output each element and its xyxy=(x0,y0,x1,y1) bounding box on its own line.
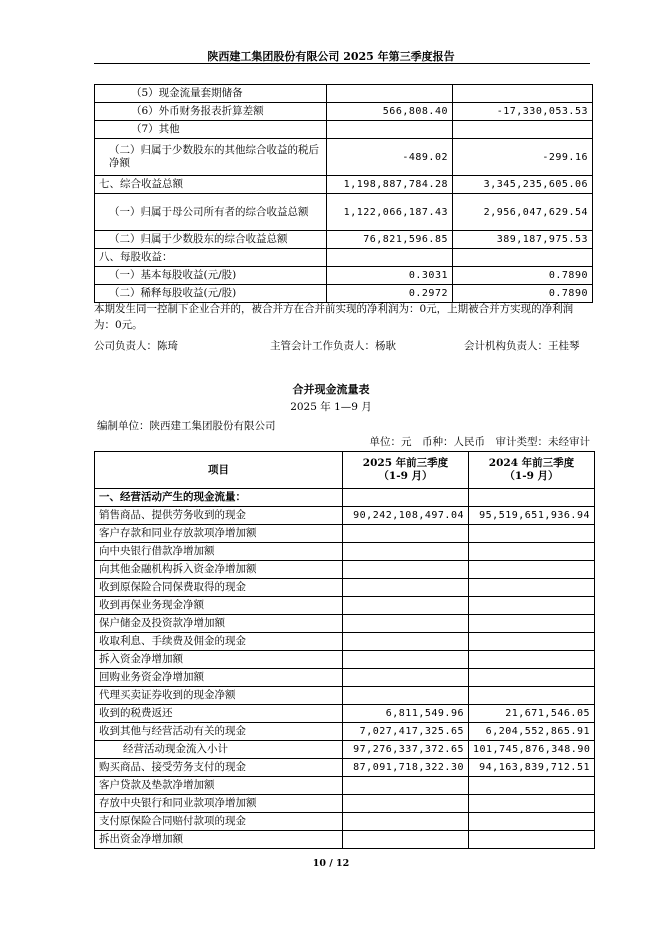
current-period-value xyxy=(343,579,469,597)
row-label: 存放中央银行和同业款项净增加额 xyxy=(95,795,343,813)
current-period-value: -489.02 xyxy=(327,139,453,176)
current-period-value xyxy=(343,669,469,687)
row-label: （二）归属于少数股东的综合收益总额 xyxy=(95,231,327,249)
income-statement-table xyxy=(94,84,593,303)
row-label: 收到其他与经营活动有关的现金 xyxy=(95,723,343,741)
current-period-value: 87,091,718,322.30 xyxy=(343,759,469,777)
table-row xyxy=(95,507,595,525)
header-divider xyxy=(94,63,590,64)
col-header-previous-year: 2024 年前三季度 xyxy=(488,457,575,469)
table-row xyxy=(95,194,593,231)
current-period-value xyxy=(327,85,453,103)
row-label: 拆入资金净增加额 xyxy=(95,651,343,669)
accounting-head-signature: 主管会计工作负责人：杨耿 xyxy=(270,340,396,352)
row-label: 拆出资金净增加额 xyxy=(95,831,343,849)
table-row xyxy=(95,121,593,139)
current-period-value: 6,811,549.96 xyxy=(343,705,469,723)
page-number: 10 / 12 xyxy=(312,858,350,869)
current-period-value xyxy=(343,543,469,561)
row-label: 收取利息、手续费及佣金的现金 xyxy=(95,633,343,651)
row-label: 客户贷款及垫款净增加额 xyxy=(95,777,343,795)
current-period-value xyxy=(343,525,469,543)
previous-period-value: 0.7890 xyxy=(453,285,593,303)
table-row xyxy=(95,561,595,579)
row-label: （二）稀释每股收益(元/股) xyxy=(95,285,327,303)
previous-period-value: 6,204,552,865.91 xyxy=(469,723,595,741)
row-label: 八、每股收益： xyxy=(95,249,327,267)
current-period-value: 1,122,066,187.43 xyxy=(327,194,453,231)
table-row xyxy=(95,651,595,669)
row-label: 销售商品、提供劳务收到的现金 xyxy=(95,507,343,525)
current-period-value xyxy=(343,813,469,831)
col-header-previous xyxy=(469,452,595,489)
previous-period-value xyxy=(469,489,595,507)
current-period-value xyxy=(343,687,469,705)
table-row xyxy=(95,705,595,723)
row-label: 向其他金融机构拆入资金净增加额 xyxy=(95,561,343,579)
table-row xyxy=(95,176,593,194)
current-period-value xyxy=(343,615,469,633)
current-period-value: 7,027,417,325.65 xyxy=(343,723,469,741)
previous-period-value: 101,745,876,348.90 xyxy=(469,741,595,759)
current-period-value: 0.3031 xyxy=(327,267,453,285)
current-period-value xyxy=(327,121,453,139)
row-label: 收到再保业务现金净额 xyxy=(95,597,343,615)
row-label: 七、综合收益总额 xyxy=(95,176,327,194)
current-period-value: 566,808.40 xyxy=(327,103,453,121)
table-row xyxy=(95,615,595,633)
col-header-previous-range: （1-9 月） xyxy=(504,470,559,482)
previous-period-value xyxy=(469,777,595,795)
row-label: （5）现金流量套期储备 xyxy=(95,85,327,103)
current-period-value xyxy=(343,561,469,579)
current-period-value xyxy=(343,831,469,849)
merger-note: 本期发生同一控制下企业合并的，被合并方在合并前实现的净利润为：0元，上期被合并方实现的净利润为：0元。 xyxy=(94,303,574,331)
table-row xyxy=(95,85,593,103)
row-label: 客户存款和同业存放款项净增加额 xyxy=(95,525,343,543)
table-row xyxy=(95,489,595,507)
row-label: 保户储金及投资款净增加额 xyxy=(95,615,343,633)
prepared-by: 编制单位：陕西建工集团股份有限公司 xyxy=(97,420,276,432)
table-row xyxy=(95,103,593,121)
current-period-value: 0.2972 xyxy=(327,285,453,303)
table-row xyxy=(95,543,595,561)
previous-period-value: -17,330,053.53 xyxy=(453,103,593,121)
table-row xyxy=(95,723,595,741)
previous-period-value xyxy=(469,615,595,633)
row-label: 收到原保险合同保费取得的现金 xyxy=(95,579,343,597)
table-row xyxy=(95,597,595,615)
current-period-value xyxy=(327,249,453,267)
previous-period-value xyxy=(469,579,595,597)
current-period-value xyxy=(343,489,469,507)
table-row xyxy=(95,249,593,267)
table-row xyxy=(95,633,595,651)
previous-period-value xyxy=(453,121,593,139)
cashflow-title: 合并现金流量表 xyxy=(292,383,370,396)
row-label: 回购业务资金净增加额 xyxy=(95,669,343,687)
previous-period-value: 2,956,047,629.54 xyxy=(453,194,593,231)
row-label: 购买商品、接受劳务支付的现金 xyxy=(95,759,343,777)
table-row xyxy=(95,777,595,795)
row-label: （6）外币财务报表折算差额 xyxy=(95,103,327,121)
company-head-signature: 公司负责人：陈琦 xyxy=(94,340,178,352)
current-period-value xyxy=(343,777,469,795)
current-period-value xyxy=(343,651,469,669)
previous-period-value xyxy=(469,525,595,543)
table-row xyxy=(95,139,593,176)
col-header-current-range: （1-9 月） xyxy=(378,470,433,482)
row-label: 经营活动现金流入小计 xyxy=(95,741,343,759)
row-label: 向中央银行借款净增加额 xyxy=(95,543,343,561)
row-label: 收到的税费返还 xyxy=(95,705,343,723)
previous-period-value: 389,187,975.53 xyxy=(453,231,593,249)
previous-period-value: 94,163,839,712.51 xyxy=(469,759,595,777)
table-row xyxy=(95,285,593,303)
row-label: 代理买卖证券收到的现金净额 xyxy=(95,687,343,705)
previous-period-value xyxy=(469,813,595,831)
previous-period-value xyxy=(469,687,595,705)
table-row xyxy=(95,795,595,813)
current-period-value xyxy=(343,633,469,651)
table-row xyxy=(95,759,595,777)
table-row xyxy=(95,687,595,705)
accounting-org-head-signature: 会计机构负责人：王桂琴 xyxy=(464,340,580,352)
table-row xyxy=(95,231,593,249)
table-row xyxy=(95,525,595,543)
col-header-item: 项目 xyxy=(95,452,343,489)
previous-period-value xyxy=(469,597,595,615)
current-period-value: 76,821,596.85 xyxy=(327,231,453,249)
previous-period-value: 3,345,235,605.06 xyxy=(453,176,593,194)
current-period-value xyxy=(343,795,469,813)
table-row xyxy=(95,669,595,687)
current-period-value: 1,198,887,784.28 xyxy=(327,176,453,194)
cashflow-table xyxy=(94,451,595,849)
current-period-value: 90,242,108,497.04 xyxy=(343,507,469,525)
previous-period-value: 95,519,651,936.94 xyxy=(469,507,595,525)
table-row xyxy=(95,813,595,831)
previous-period-value xyxy=(469,669,595,687)
previous-period-value: 0.7890 xyxy=(453,267,593,285)
table-row xyxy=(95,741,595,759)
cashflow-header-row xyxy=(95,452,595,489)
previous-period-value: 21,671,546.05 xyxy=(469,705,595,723)
previous-period-value xyxy=(469,651,595,669)
row-label: （一）基本每股收益(元/股) xyxy=(95,267,327,285)
col-header-current xyxy=(343,452,469,489)
unit-currency-audit: 单位：元 币种：人民币 审计类型：未经审计 xyxy=(369,436,590,448)
cashflow-period: 2025 年 1—9 月 xyxy=(290,401,372,413)
row-label: 一、经营活动产生的现金流量： xyxy=(95,489,343,507)
previous-period-value: -299.16 xyxy=(453,139,593,176)
row-label: 支付原保险合同赔付款项的现金 xyxy=(95,813,343,831)
table-row xyxy=(95,579,595,597)
previous-period-value xyxy=(469,561,595,579)
previous-period-value xyxy=(469,795,595,813)
row-label: （7）其他 xyxy=(95,121,327,139)
current-period-value xyxy=(343,597,469,615)
table-row xyxy=(95,831,595,849)
row-label: （二）归属于少数股东的其他综合收益的税后净额 xyxy=(95,139,327,176)
row-label: （一）归属于母公司所有者的综合收益总额 xyxy=(95,194,327,231)
previous-period-value xyxy=(469,633,595,651)
col-header-current-year: 2025 年前三季度 xyxy=(362,457,449,469)
previous-period-value xyxy=(453,249,593,267)
previous-period-value xyxy=(469,831,595,849)
previous-period-value xyxy=(469,543,595,561)
table-row xyxy=(95,267,593,285)
current-period-value: 97,276,337,372.65 xyxy=(343,741,469,759)
previous-period-value xyxy=(453,85,593,103)
report-header-title: 陕西建工集团股份有限公司 2025 年第三季度报告 xyxy=(207,50,455,63)
